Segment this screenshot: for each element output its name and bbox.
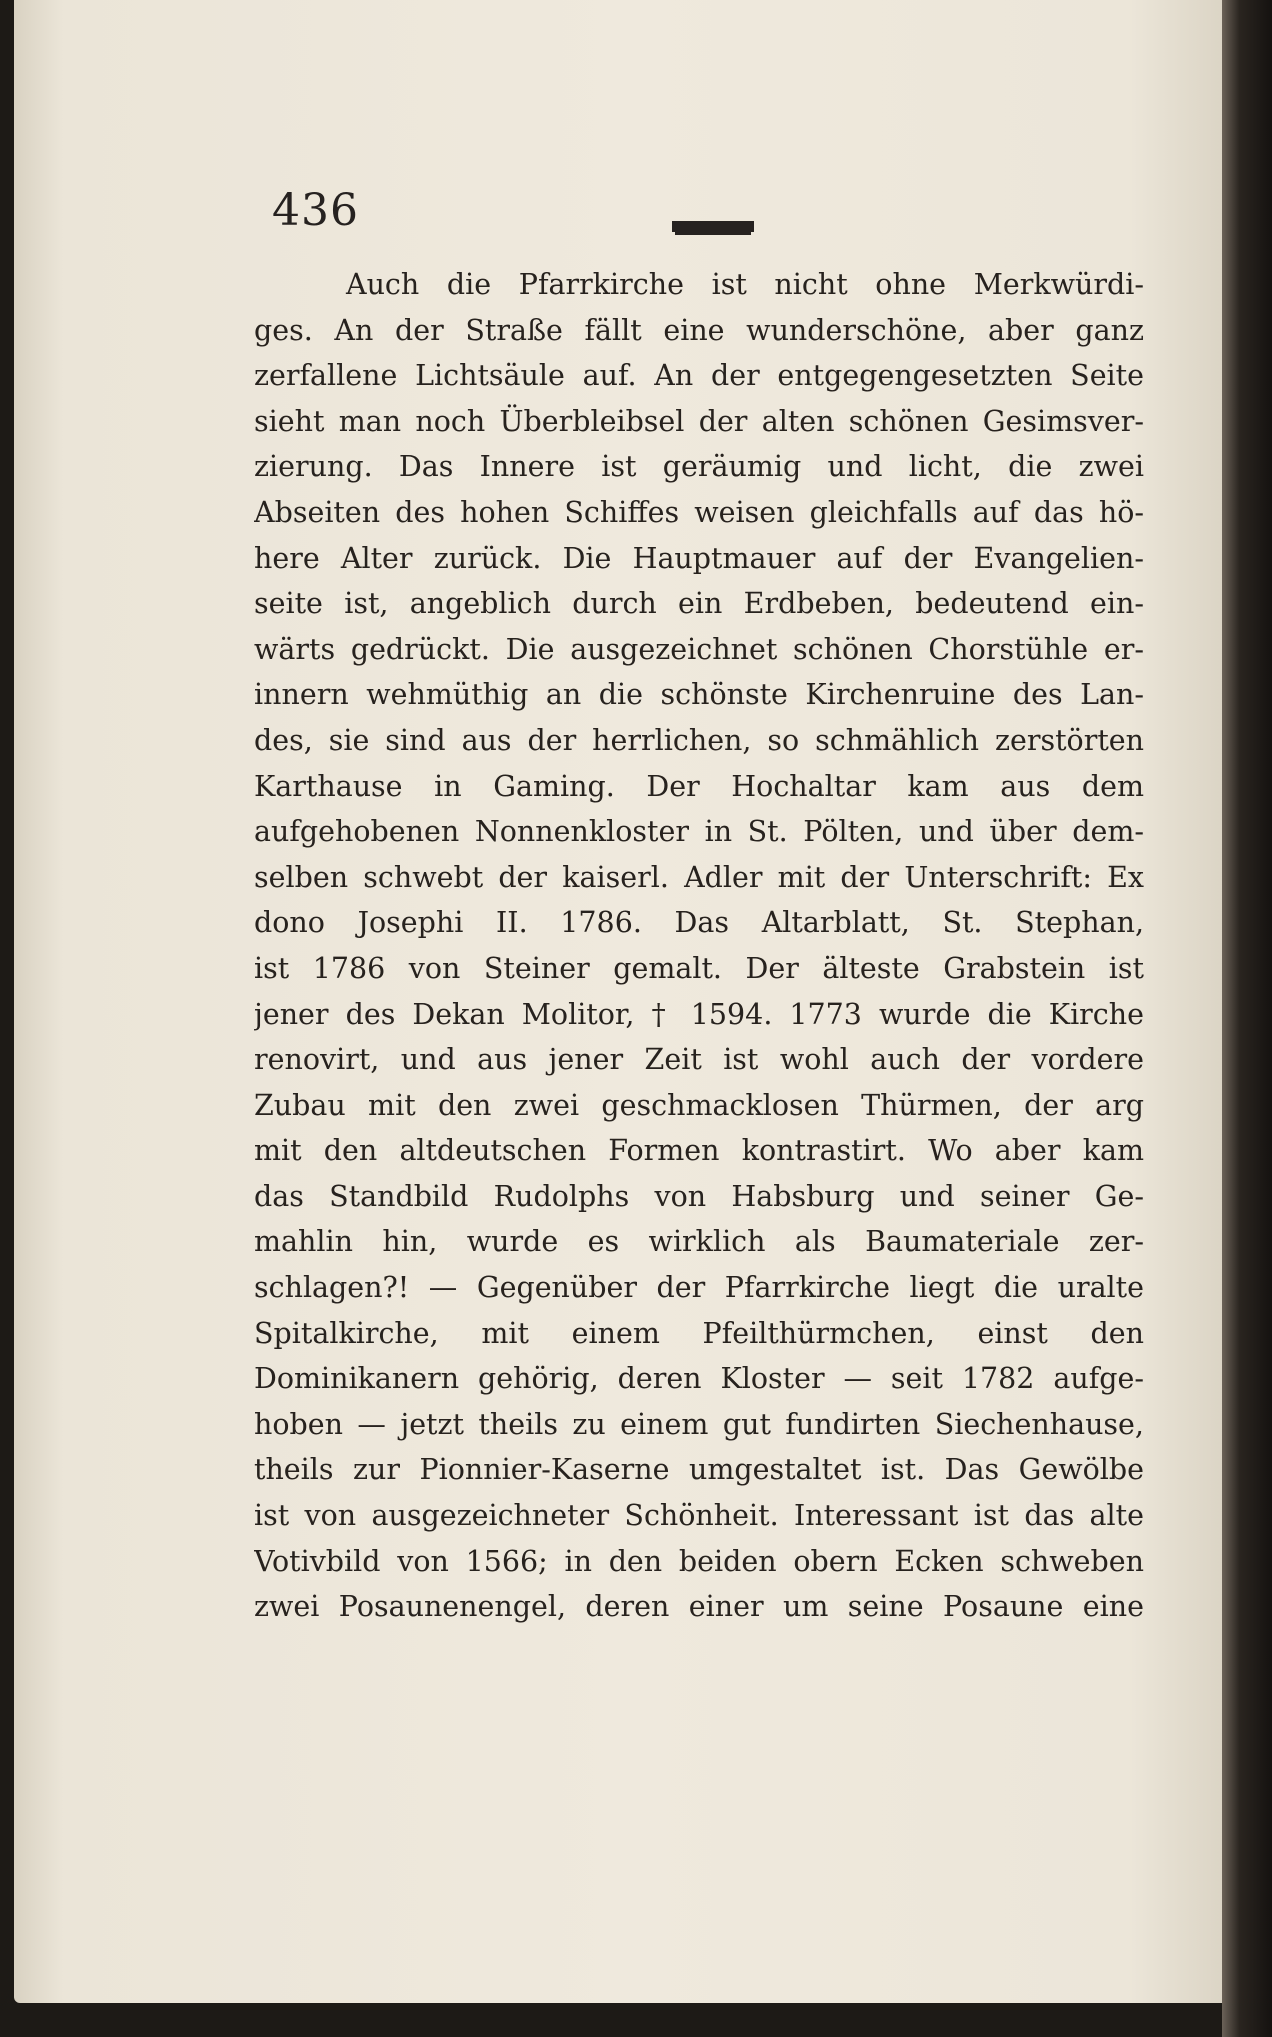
text-line: ges. An der Straße fällt eine wunderschöne, aber ganz: [254, 313, 1144, 347]
body-text: [254, 262, 1144, 1630]
book-page: [14, 0, 1252, 2003]
text-line: seite ist, angeblich durch ein Erdbeben, bedeutend ein-: [254, 587, 1144, 621]
text-line: jener des Dekan Molitor, † 1594. 1773 wurde die Kirche: [254, 997, 1144, 1031]
text-line: Karthause in Gaming. Der Hochaltar kam aus dem: [254, 769, 1144, 803]
page-number: 436: [272, 185, 359, 236]
text-line: sieht man noch Überbleibsel der alten schönen Gesimsver-: [254, 404, 1144, 438]
text-line: zerfallene Lichtsäule auf. An der entgegengesetzten Seite: [254, 359, 1144, 393]
text-line: zwei Posaunenengel, deren einer um seine Posaune eine: [254, 1590, 1144, 1624]
text-line: Dominikanern gehörig, deren Kloster — seit 1782 aufge-: [254, 1362, 1144, 1396]
text-line: zierung. Das Innere ist geräumig und licht, die zwei: [254, 450, 1144, 484]
text-line: hoben — jetzt theils zu einem gut fundirten Siechenhause,: [254, 1407, 1144, 1441]
text-line: wärts gedrückt. Die ausgezeichnet schönen Chorstühle er-: [254, 632, 1144, 666]
text-line: Auch die Pfarrkirche ist nicht ohne Merkwürdi-: [346, 268, 1144, 301]
text-line: dono Josephi II. 1786. Das Altarblatt, St. Stephan,: [254, 906, 1144, 940]
book-binding-edge: [1222, 0, 1272, 2037]
text-line: selben schwebt der kaiserl. Adler mit der Unterschrift: Ex: [254, 860, 1144, 894]
text-line: aufgehobenen Nonnenkloster in St. Pölten, und über dem-: [254, 815, 1144, 849]
text-line: innern wehmüthig an die schönste Kirchenruine des Lan-: [254, 678, 1144, 712]
text-line: das Standbild Rudolphs von Habsburg und seiner Ge-: [254, 1179, 1144, 1213]
text-line: Abseiten des hohen Schiffes weisen gleichfalls auf das hö-: [254, 495, 1144, 529]
text-line: mit den altdeutschen Formen kontrastirt. Wo aber kam: [254, 1134, 1144, 1168]
text-line: ist von ausgezeichneter Schönheit. Interessant ist das alte: [254, 1499, 1144, 1533]
text-line: here Alter zurück. Die Hauptmauer auf der Evangelien-: [254, 541, 1144, 575]
text-line: schlagen?! — Gegenüber der Pfarrkirche liegt die uralte: [254, 1271, 1144, 1305]
header-rule: [672, 221, 754, 232]
text-line: des, sie sind aus der herrlichen, so schmählich zerstörten: [254, 723, 1144, 757]
page-header: [272, 185, 1152, 245]
text-line: renovirt, und aus jener Zeit ist wohl auch der vordere: [254, 1043, 1144, 1077]
text-line: Votivbild von 1566; in den beiden obern Ecken schweben: [254, 1544, 1144, 1578]
text-line: mahlin hin, wurde es wirklich als Baumateriale zer-: [254, 1225, 1144, 1259]
text-line: Spitalkirche, mit einem Pfeilthürmchen, einst den: [254, 1316, 1144, 1350]
text-line: theils zur Pionnier-Kaserne umgestaltet ist. Das Gewölbe: [254, 1453, 1144, 1487]
text-line: ist 1786 von Steiner gemalt. Der älteste Grabstein ist: [254, 951, 1144, 985]
text-line: Zubau mit den zwei geschmacklosen Thürmen, der arg: [254, 1088, 1144, 1122]
